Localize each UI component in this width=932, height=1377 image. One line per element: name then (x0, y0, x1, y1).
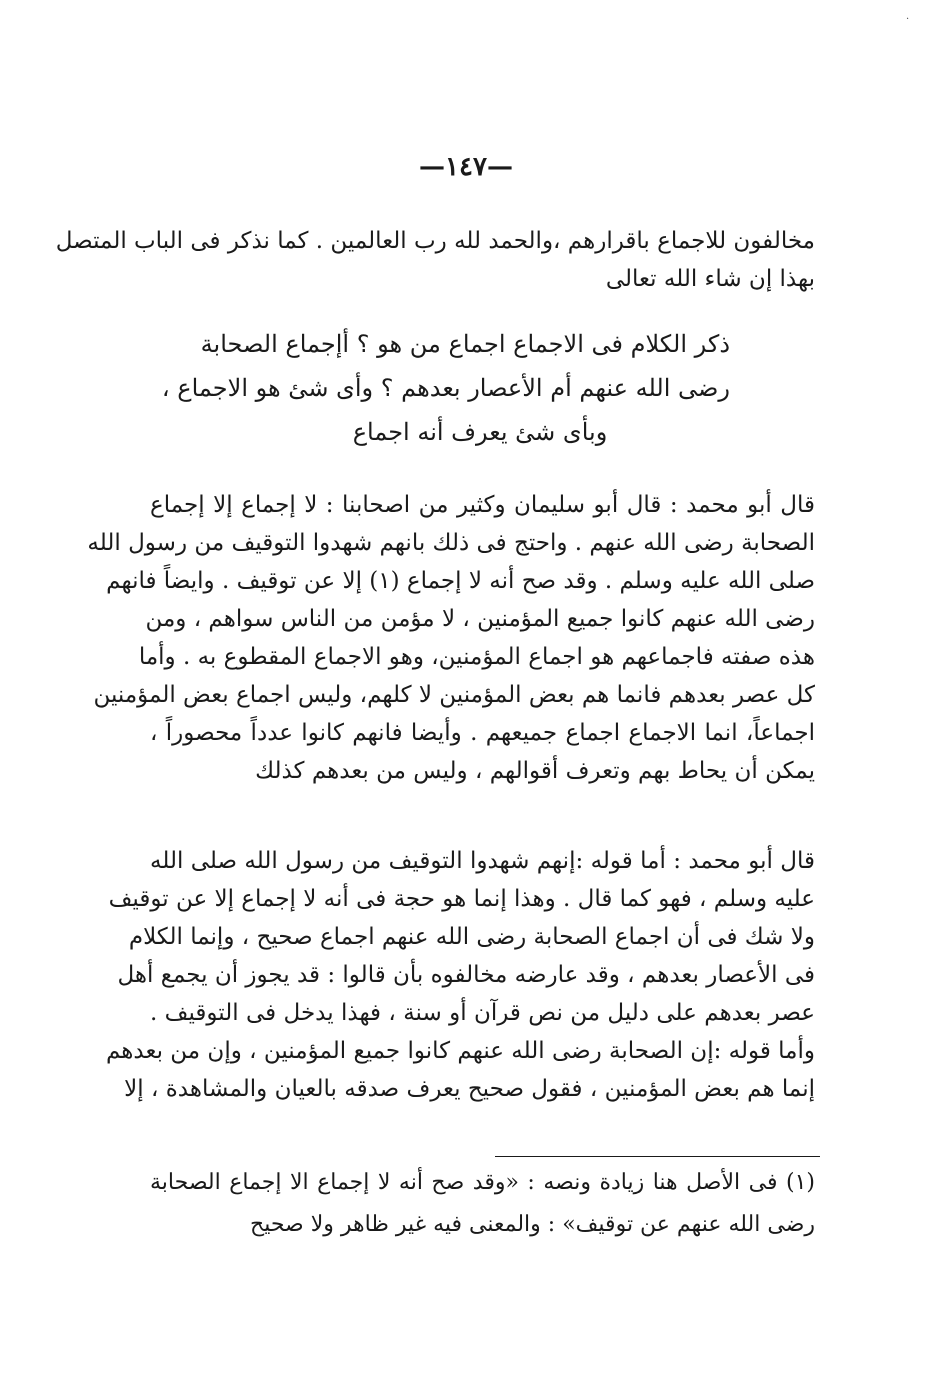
footnote (150, 1162, 815, 1246)
footnote-line: رضى الله عنهم عن توقيف» : والمعنى فيه غير ظاهر ولا صحيح (250, 1212, 815, 1237)
text-line: يمكن أن يحاط بهم وتعرف أقوالهم ، وليس من بعدهم كذلك (255, 758, 815, 784)
text-line: الصحابة رضى الله عنهم . واحتج فى ذلك بانهم شهدوا التوقيف من رسول الله (87, 530, 815, 556)
section-heading (161, 322, 730, 454)
text-line: كل عصر بعدهم فانما هم بعض المؤمنين لا كلهم، وليس اجماع بعض المؤمنين (93, 682, 815, 708)
text-line: قال أبو محمد : أما قوله :إنهم شهدوا التوقيف من رسول الله صلى الله (150, 848, 815, 874)
text-line: صلى الله عليه وسلم . وقد صح أنه لا إجماع (١) إلا عن توقيف . وايضاً فانهم (106, 568, 815, 594)
text-line: بهذا إن شاء الله تعالى (605, 266, 815, 292)
body-paragraph-1 (87, 486, 815, 790)
text-line: فى الأعصار بعدهم ، وقد عارضه مخالفوه بأن قالوا : قد يجوز أن يجمع أهل (117, 962, 815, 988)
footnote-divider (495, 1156, 820, 1157)
text-line: رضى الله عنهم كانوا جميع المؤمنين ، لا مؤمن من الناس سواهم ، ومن (145, 606, 815, 632)
corner-mark: · (906, 14, 910, 25)
text-line: ولا شك فى أن اجماع الصحابة رضى الله عنهم اجماع صحيح ، وإنما الكلام (128, 924, 815, 950)
text-line: قال أبو محمد : قال أبو سليمان وكثير من اصحابنا : لا إجماع إلا إجماع (150, 492, 815, 518)
intro-paragraph (55, 222, 815, 298)
body-paragraph-2 (105, 842, 815, 1108)
heading-line: رضى الله عنهم أم الأعصار بعدهم ؟ وأى شئ هو الاجماع ، (161, 374, 730, 402)
footnote-line: (١) فى الأصل هنا زيادة ونصه : «وقد صح أنه لا إجماع الا إجماع الصحابة (150, 1170, 815, 1195)
text-line: مخالفون للاجماع باقرارهم ،والحمد لله رب العالمين . كما نذكر فى الباب المتصل (55, 228, 815, 254)
text-line: هذه صفته فاجماعهم هو اجماع المؤمنين، وهو الاجماع المقطوع به . وأما (138, 644, 815, 670)
text-line: عصر بعدهم على دليل من نص قرآن أو سنة ، فهذا يدخل فى التوقيف . (150, 1000, 815, 1026)
text-line: عليه وسلم ، فهو كما قال . وهذا إنما هو حجة فى أنه لا إجماع إلا عن توقيف (108, 886, 815, 912)
text-line: وأما قوله :إن الصحابة رضى الله عنهم كانوا جميع المؤمنين ، وإن من بعدهم (105, 1038, 815, 1064)
heading-line: ذكر الكلام فى الاجماع اجماع من هو ؟ أإجماع الصحابة (200, 330, 730, 358)
text-line: إنما هم بعض المؤمنين ، فقول صحيح يعرف صدقه بالعيان والمشاهدة ، إلا (124, 1076, 815, 1102)
heading-line: وبأى شئ يعرف أنه اجماع (352, 418, 608, 446)
page-number: —١٤٧— (419, 152, 513, 182)
text-line: اجماعاً، انما الاجماع اجماع جميعهم . وأيضا فانهم كانوا عدداً محصوراً ، (150, 720, 815, 746)
